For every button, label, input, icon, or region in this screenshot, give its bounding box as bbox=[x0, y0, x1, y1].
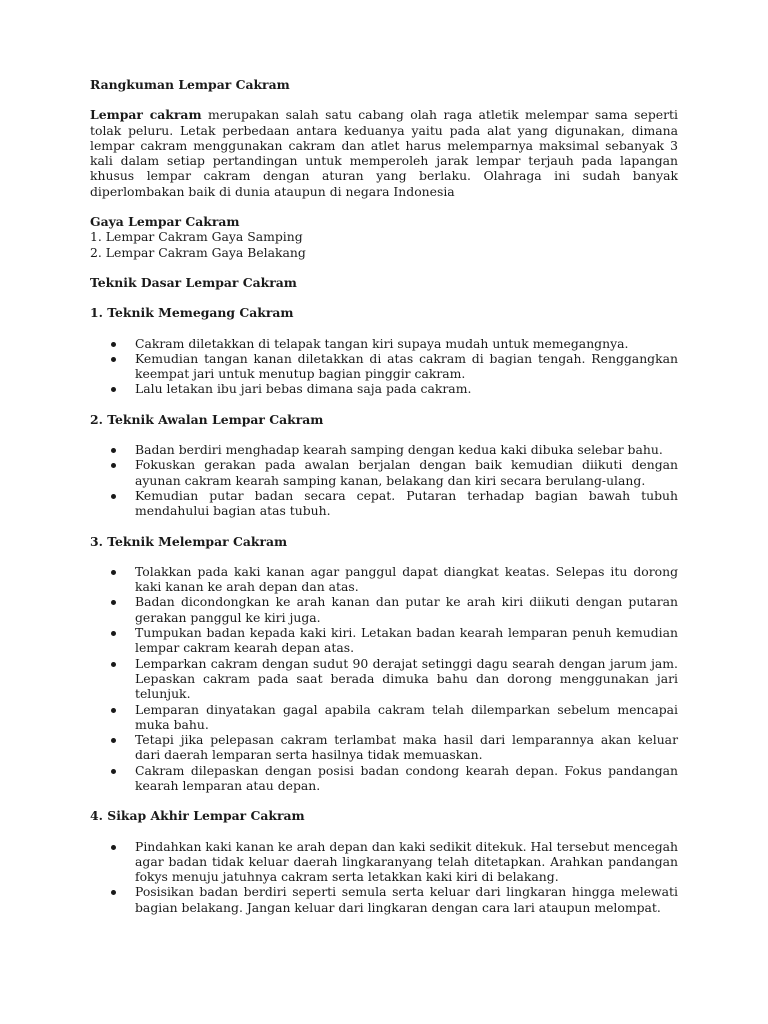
section-heading: 4. Sikap Akhir Lempar Cakram bbox=[90, 808, 305, 824]
bullet-list bbox=[90, 336, 678, 397]
list-item bbox=[90, 625, 678, 656]
bullet-icon bbox=[111, 600, 116, 605]
list-item bbox=[90, 702, 678, 733]
bullet-icon bbox=[111, 448, 116, 453]
list-item-text: Lalu letakan ibu jari bebas dimana saja pada cakram. bbox=[135, 381, 472, 397]
list-item-text: Cakram dilepaskan dengan posisi badan condong kearah depan. Fokus pandangan kearah lemparan atau depan. bbox=[135, 762, 678, 793]
list-item-text: Badan berdiri menghadap kearah samping dengan kedua kaki dibuka selebar bahu. bbox=[135, 442, 663, 458]
bullet-icon bbox=[111, 845, 116, 850]
bullet-icon bbox=[111, 631, 116, 636]
list-item bbox=[90, 839, 678, 885]
list-item-text: Lemparkan cakram dengan sudut 90 derajat setinggi dagu searah dengan jarum jam. Lepaskan cakram pada saat berada dimuka bahu dan dorong menggunakan jari telunjuk. bbox=[135, 655, 678, 702]
bullet-icon bbox=[111, 738, 116, 743]
list-item bbox=[90, 884, 678, 915]
list-item bbox=[90, 564, 678, 595]
list-item-text: Cakram diletakkan di telapak tangan kiri supaya mudah untuk memegangnya. bbox=[135, 335, 629, 351]
bullet-icon bbox=[111, 494, 116, 499]
list-item bbox=[90, 594, 678, 625]
list-item-text: Fokuskan gerakan pada awalan berjalan dengan baik kemudian diikuti dengan ayunan cakram kearah samping kanan, belakang dan kiri secara berulang-ulang. bbox=[135, 457, 678, 488]
bullet-list bbox=[90, 839, 678, 915]
list-item bbox=[90, 732, 678, 763]
list-item-text: Pindahkan kaki kanan ke arah depan dan kaki sedikit ditekuk. Hal tersebut mencegah agar badan tidak keluar daerah lingkaranyang telah ditetapkan. Arahkan pandangan fokys menuju jatuhnya cakram serta letakkan kaki kiri di belakang. bbox=[135, 838, 678, 885]
bullet-list bbox=[90, 564, 678, 793]
list-item-text: Tetapi jika pelepasan cakram terlambat maka hasil dari lemparannya akan keluar dari daerah lemparan serta hasilnya tidak memuaskan. bbox=[135, 732, 678, 763]
list-item bbox=[90, 336, 678, 351]
list-item bbox=[90, 656, 678, 702]
list-item-text: Tolakkan pada kaki kanan agar panggul dapat diangkat keatas. Selepas itu dorong kaki kanan ke arah depan dan atas. bbox=[135, 563, 678, 595]
bullet-icon bbox=[111, 342, 116, 347]
list-item-text: Lemparan dinyatakan gagal apabila cakram telah dilemparkan sebelum mencapai muka bahu. bbox=[135, 701, 678, 732]
section-heading: 1. Teknik Memegang Cakram bbox=[90, 305, 294, 321]
list-item bbox=[90, 763, 678, 794]
gaya-item: 1. Lempar Cakram Gaya Samping bbox=[90, 229, 303, 245]
bullet-icon bbox=[111, 570, 116, 575]
list-item bbox=[90, 442, 678, 457]
list-item-text: Kemudian putar badan secara cepat. Putaran terhadap bagian bawah tubuh mendahului bagian atas tubuh. bbox=[135, 487, 678, 519]
gaya-item: 2. Lempar Cakram Gaya Belakang bbox=[90, 244, 306, 260]
list-item bbox=[90, 457, 678, 488]
bullet-icon bbox=[111, 890, 116, 895]
list-item bbox=[90, 488, 678, 519]
list-item bbox=[90, 351, 678, 382]
bullet-icon bbox=[111, 463, 116, 468]
teknik-dasar-heading: Teknik Dasar Lempar Cakram bbox=[90, 274, 297, 290]
list-item-text: Posisikan badan berdiri seperti semula serta keluar dari lingkaran hingga melewati bagian belakang. Jangan keluar dari lingkaran dengan cara lari ataupun melompat. bbox=[135, 884, 678, 915]
section-heading: 2. Teknik Awalan Lempar Cakram bbox=[90, 411, 324, 427]
section-heading: 3. Teknik Melempar Cakram bbox=[90, 533, 288, 549]
bullet-icon bbox=[111, 662, 116, 667]
list-item-text: Kemudian tangan kanan diletakkan di atas cakram di bagian tengah. Renggangkan keempat jari untuk menutup bagian pinggir cakram. bbox=[135, 350, 678, 382]
list-item-text: Badan dicondongkan ke arah kanan dan putar ke arah kiri diikuti dengan putaran gerakan panggul ke kiri juga. bbox=[135, 594, 678, 625]
list-item bbox=[90, 381, 678, 396]
document-title: Rangkuman Lempar Cakram bbox=[90, 77, 290, 92]
bullet-icon bbox=[111, 708, 116, 713]
intro-paragraph bbox=[90, 107, 678, 199]
bullet-icon bbox=[111, 387, 116, 392]
bullet-icon bbox=[111, 357, 116, 362]
intro-text: merupakan salah satu cabang olah raga atletik melempar sama seperti tolak peluru. Letak perbedaan antara keduanya yaitu pada alat yang digunakan, dimana lempar cakram menggunakan cakram dan atlet harus melemparnya maksimal sebanyak 3 kali dalam setiap pertandingan untuk memperoleh jarak lempar terjauh pada lapangan khusus lempar cakram dengan aturan yang berlaku. Olahraga ini sudah banyak diperlombakan baik di dunia ataupun di negara Indonesia bbox=[90, 107, 678, 199]
bullet-icon bbox=[111, 769, 116, 774]
gaya-heading: Gaya Lempar Cakram bbox=[90, 214, 240, 230]
list-item-text: Tumpukan badan kepada kaki kiri. Letakan badan kearah lemparan penuh kemudian lempar cakram kearah depan atas. bbox=[135, 625, 678, 656]
bullet-list bbox=[90, 442, 678, 518]
intro-bold-term: Lempar cakram bbox=[90, 107, 202, 123]
